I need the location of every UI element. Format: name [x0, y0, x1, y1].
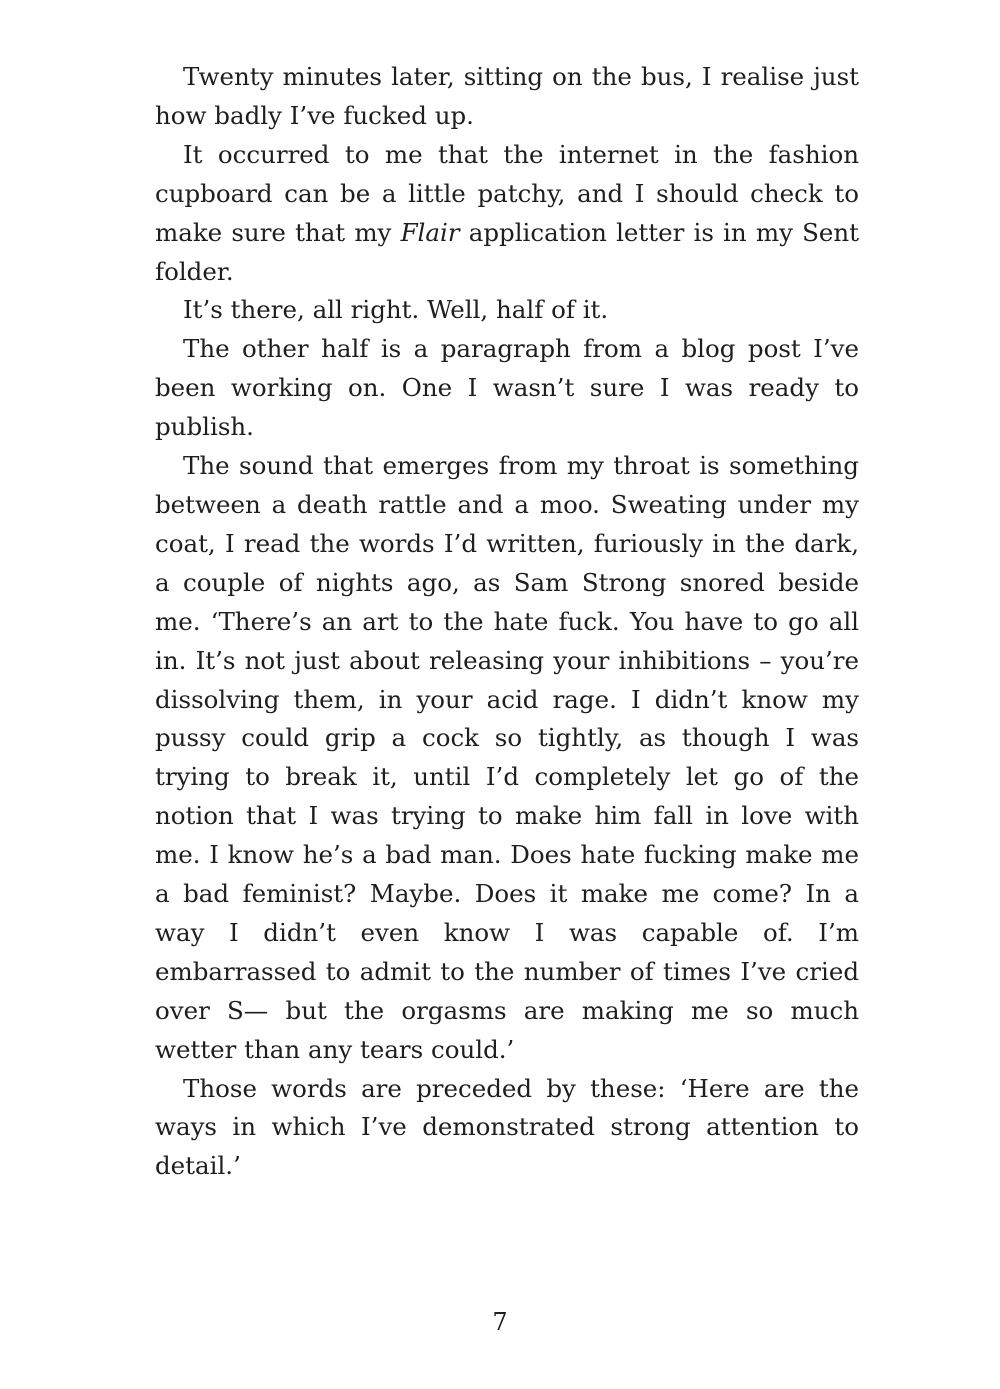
body-text — [155, 58, 859, 1186]
paragraph-6: Those words are preceded by these: ‘Here are the ways in which I’ve demonstrated strong attention to detail.’ — [155, 1073, 859, 1181]
paragraph-5: The sound that emerges from my throat is something between a death rattle and a moo. Sweating under my coat, I read the words I’d written, furiously in the dark, a couple of nights ago, as Sam Strong snored beside me. ‘There’s an art to the hate fuck. You have to go all in. It’s not just about releasing your inhibitions – you’re dissolving them, in your acid rage. I didn’t know my pussy could grip a cock so tightly, as though I was trying to break it, until I’d completely let go of the notion that I was trying to make him fall in love with me. I know he’s a bad man. Does hate fucking make me a bad feminist? Maybe. Does it make me come? In a way I didn’t even know I was capable of. I’m embarrassed to admit to the number of times I’ve cried over S— but the orgasms are making me so much wetter than any tears could.’ — [155, 451, 859, 1064]
paragraph-2-end: application letter is in my Sent folder. — [155, 217, 859, 286]
magazine-title: Flair — [400, 217, 460, 247]
paragraph-1: Twenty minutes later, sitting on the bus, I realise just how badly I’ve fucked up. — [155, 62, 859, 130]
paragraph-2 — [155, 136, 859, 292]
paragraph-2-start: It occurred to me that the internet in the fashion cupboard can be a little patchy, and I should check to make sure that my — [155, 139, 859, 247]
paragraph-3: It’s there, all right. Well, half of it. — [183, 295, 609, 325]
paragraph-4: The other half is a paragraph from a blog post I’ve been working on. One I wasn’t sure I was ready to publish. — [155, 334, 859, 442]
page-number: 7 — [492, 1308, 508, 1336]
